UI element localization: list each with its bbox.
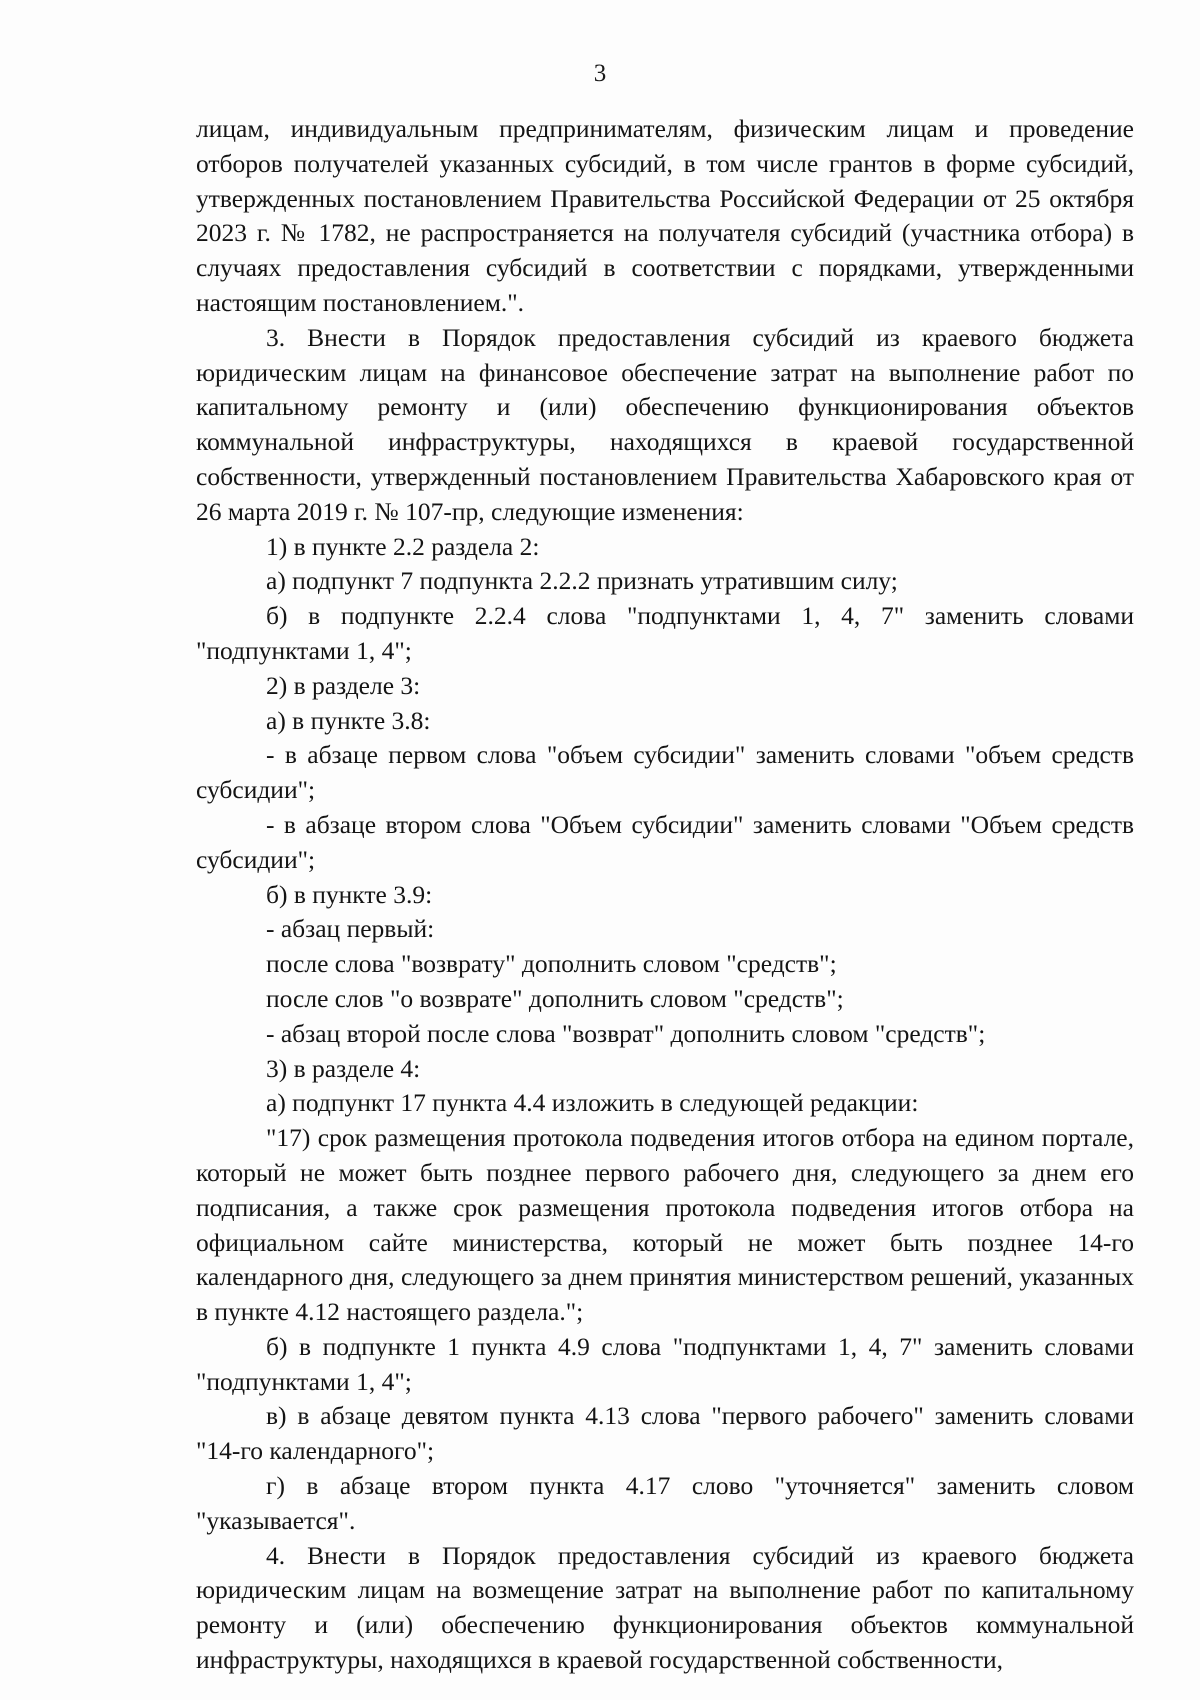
paragraph-dash-abzac-second: - абзац второй после слова "возврат" дополнить словом "средств"; bbox=[266, 1018, 986, 1048]
paragraph-subitem-3v: в) в абзаце девятом пункта 4.13 слова "первого рабочего" заменить словами "14-го календарного"; bbox=[196, 1401, 1134, 1466]
paragraph-subitem-2a: а) в пункте 3.8: bbox=[266, 705, 431, 735]
paragraph-subitem-1a: а) подпункт 7 подпункта 2.2.2 признать утратившим силу; bbox=[266, 566, 898, 596]
paragraph-item-3: 3. Внести в Порядок предоставления субсидий из краевого бюджета юридическим лицам на финансовое обеспечение затрат на выполнение работ по капитальному ремонту и (или) обеспечению функционирования объектов коммунальной инфраструктуры, находящихся в краевой государственной собственности, утвержденный постановлением Правительства Хабаровского края от 26 марта 2019 г. № 107-пр, следующие изменения: bbox=[196, 322, 1134, 526]
paragraph-subitem-2b: б) в пункте 3.9: bbox=[266, 879, 433, 909]
paragraph-continuation: лицам, индивидуальным предпринимателям, физическим лицам и проведение отборов получателей указанных субсидий, в том числе грантов в форме субсидий, утвержденных постановлением Правительства Российской Федерации от 25 октября 2023 г. № 1782, не распространяется на получателя субсидий (участника отбора) в случаях предоставления субсидий в соответствии с порядками, утвержденными настоящим постановлением.". bbox=[196, 114, 1134, 317]
paragraph-subitem-1b: б) в подпункте 2.2.4 слова "подпунктами 1, 4, 7" заменить словами "подпунктами 1, 4"; bbox=[196, 601, 1134, 665]
paragraph-subitem-3g: г) в абзаце втором пункта 4.17 слово "уточняется" заменить словом "указывается". bbox=[196, 1471, 1134, 1535]
paragraph-after-word: после слова "возврату" дополнить словом "средств"; bbox=[266, 949, 837, 979]
paragraph-subitem-3a: а) подпункт 17 пункта 4.4 изложить в следующей редакции: bbox=[266, 1088, 919, 1118]
paragraph-subitem-3: 3) в разделе 4: bbox=[266, 1053, 421, 1083]
paragraph-subitem-2: 2) в разделе 3: bbox=[266, 670, 421, 700]
paragraph-quoted-17: "17) срок размещения протокола подведения итогов отбора на едином портале, который не может быть позднее первого рабочего дня, следующего за днем его подписания, а также срок размещения протокола подведения итогов отбора на официальном сайте министерства, который не может быть позднее 14-го календарного дня, следующего за днем принятия министерством решений, указанных в пункте 4.12 настоящего раздела."; bbox=[196, 1123, 1134, 1327]
paragraph-subitem-3b: б) в подпункте 1 пункта 4.9 слова "подпунктами 1, 4, 7" заменить словами "подпунктами 1, 4"; bbox=[196, 1331, 1134, 1396]
page-number: 3 bbox=[593, 60, 607, 87]
document-body bbox=[196, 112, 1134, 1678]
paragraph-dash-first-abzac: - в абзаце первом слова "объем субсидии" заменить словами "объем средств субсидии"; bbox=[196, 740, 1134, 805]
paragraph-item-4: 4. Внести в Порядок предоставления субсидий из краевого бюджета юридическим лицам на возмещение затрат на выполнение работ по капитальному ремонту и (или) обеспечению функционирования объектов коммунальной инфраструктуры, находящихся в краевой государственной собственности, bbox=[196, 1540, 1134, 1675]
paragraph-dash-abzac-first: - абзац первый: bbox=[266, 914, 435, 944]
paragraph-after-words: после слов "о возврате" дополнить словом "средств"; bbox=[266, 983, 844, 1013]
paragraph-subitem-1: 1) в пункте 2.2 раздела 2: bbox=[266, 531, 540, 561]
paragraph-dash-second-abzac: - в абзаце втором слова "Объем субсидии" заменить словами "Объем средств субсидии"; bbox=[196, 809, 1134, 874]
